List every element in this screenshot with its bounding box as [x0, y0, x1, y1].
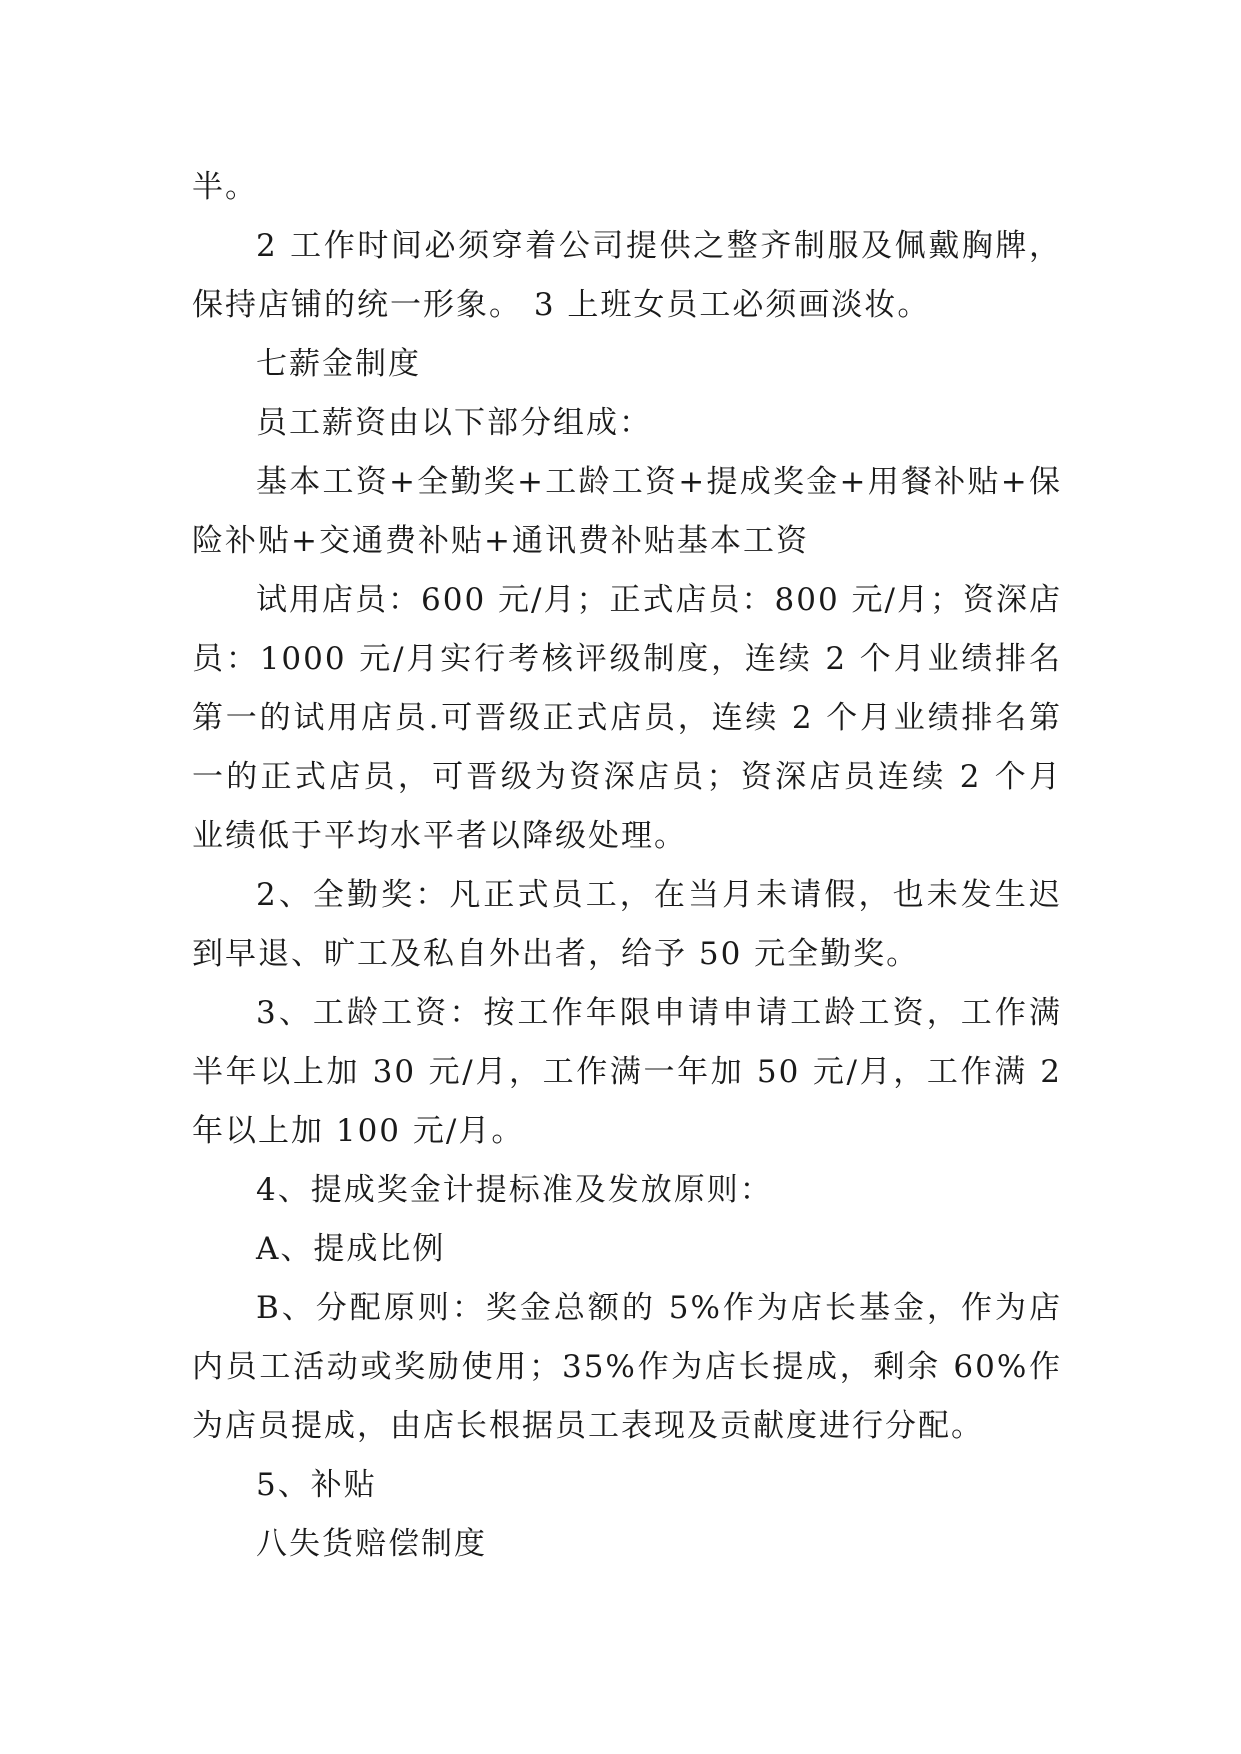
paragraph-uniform-rule: 2 工作时间必须穿着公司提供之整齐制服及佩戴胸牌，保持店铺的统一形象。 3 上班女员工必须画淡妆。 [192, 228, 1062, 323]
paragraph-commission-heading: 4、提成奖金计提标准及发放原则： [256, 1172, 773, 1208]
section-heading-loss-compensation: 八失货赔偿制度 [256, 1526, 487, 1562]
paragraph-continuation: 半。 [192, 169, 258, 205]
section-heading-salary: 七薪金制度 [256, 346, 421, 382]
paragraph-distribution-rule: B、分配原则：奖金总额的 5%作为店长基金，作为店内员工活动或奖励使用；35%作为店长提成，剩余 60%作为店员提成，由店长根据员工表现及贡献度进行分配。 [192, 1290, 1062, 1444]
document-body [192, 158, 1062, 1574]
paragraph-attendance-bonus: 2、全勤奖：凡正式员工，在当月未请假，也未发生迟到早退、旷工及私自外出者，给予 50 元全勤奖。 [192, 877, 1062, 972]
paragraph-seniority-pay: 3、工龄工资：按工作年限申请申请工龄工资，工作满半年以上加 30 元/月，工作满一年加 50 元/月，工作满 2 年以上加 100 元/月。 [192, 995, 1062, 1149]
paragraph-base-salary: 试用店员：600 元/月；正式店员：800 元/月；资深店员：1000 元/月实行考核评级制度，连续 2 个月业绩排名第一的试用店员.可晋级正式店员，连续 2 个月业绩排名第一的正式店员，可晋级为资深店员；资深店员连续 2 个月业绩低于平均水平者以降级处理。 [192, 582, 1062, 854]
paragraph-salary-components: 基本工资+全勤奖+工龄工资+提成奖金+用餐补贴+保险补贴+交通费补贴+通讯费补贴基本工资 [192, 464, 1062, 559]
paragraph-subsidy: 5、补贴 [256, 1467, 377, 1503]
paragraph-commission-ratio: A、提成比例 [256, 1231, 446, 1267]
paragraph-salary-intro: 员工薪资由以下部分组成： [256, 405, 652, 441]
